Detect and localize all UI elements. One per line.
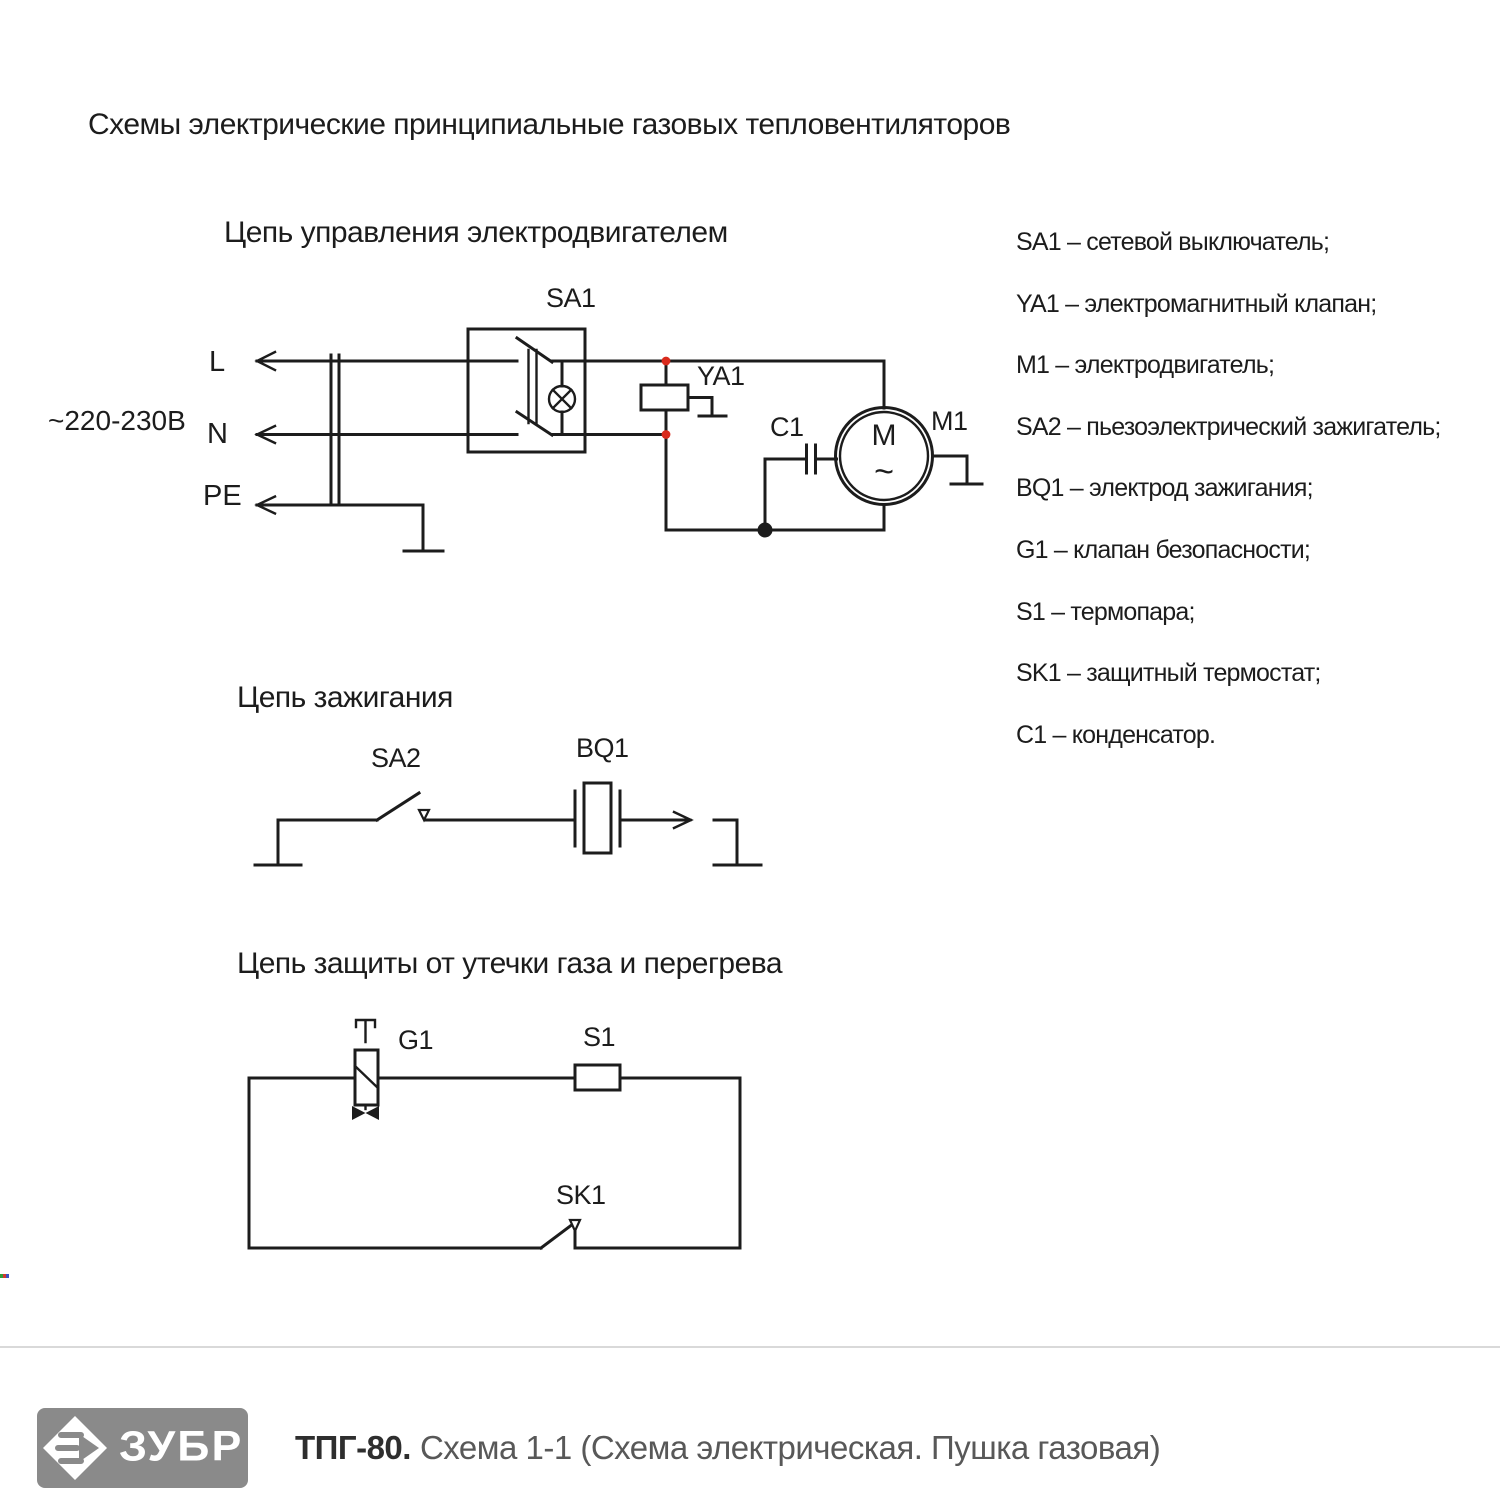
footer-caption [295, 1429, 1160, 1467]
motor-letter: M [871, 419, 897, 452]
motor-ground-icon [933, 456, 983, 484]
bq1-label: BQ1 [576, 733, 629, 763]
ya1-label: YA1 [697, 361, 745, 391]
legend-item: YA1 – электромагнитный клапан; [1016, 289, 1377, 318]
s1-label: S1 [583, 1022, 616, 1052]
zubr-logo-text: ЗУБР [119, 1422, 244, 1471]
motor-control-title: Цепь управления электродвигателем [224, 216, 728, 249]
legend-item: C1 – конденсатор. [1016, 720, 1216, 749]
sk1-thermostat-symbol [541, 1220, 580, 1248]
terminal-l-label: L [209, 346, 226, 378]
ignition-left-ground-icon [255, 820, 301, 865]
legend-item: BQ1 – электрод зажигания; [1016, 474, 1313, 503]
loop-side-wires [249, 1078, 740, 1248]
bq1-electrode-symbol [575, 783, 620, 853]
sa2-label: SA2 [371, 743, 421, 773]
junction-dot-red [662, 430, 671, 439]
c1-label: C1 [770, 412, 804, 442]
terminal-n-label: N [207, 418, 228, 450]
protection-title: Цепь защиты от утечки газа и перегрева [237, 947, 783, 980]
terminal-pe-label: PE [203, 480, 242, 512]
scheme-caption: Схема 1-1 (Схема электрическая. Пушка газовая) [419, 1429, 1161, 1466]
sk1-label: SK1 [556, 1180, 606, 1210]
g1-safety-valve-symbol [352, 1020, 379, 1120]
page-title: Схемы электрические принципиальные газовых тепловентиляторов [88, 108, 1011, 141]
spark-arrow-icon [620, 812, 691, 828]
zubr-logo [37, 1408, 248, 1488]
footer-divider [0, 1346, 1500, 1348]
legend-item: S1 – термопара; [1016, 597, 1195, 626]
legend-item: SA1 – сетевой выключатель; [1016, 228, 1330, 256]
motor-ac-symbol: ~ [874, 453, 894, 491]
ignition-right-ground-icon [714, 820, 761, 865]
ignition-circuit-drawing [255, 783, 761, 865]
c1-capacitor-symbol [765, 445, 837, 530]
pe-ground-icon [404, 505, 443, 551]
protection-circuit-drawing [249, 1020, 740, 1248]
component-legend [1016, 228, 1441, 782]
voltage-label: ~220-230В [48, 405, 186, 436]
supply-arrow-l-icon [257, 352, 517, 370]
scan-artifact-mark [0, 1274, 9, 1278]
legend-item: M1 – электродвигатель; [1016, 351, 1275, 380]
ignition-title: Цепь зажигания [237, 681, 453, 714]
cable-double-line [331, 355, 339, 505]
sa1-label: SA1 [546, 283, 596, 313]
g1-label: G1 [398, 1025, 434, 1055]
legend-item: SA2 – пьезоэлектрический зажигатель; [1016, 412, 1441, 441]
m1-label: M1 [931, 406, 968, 436]
legend-item: G1 – клапан безопасности; [1016, 535, 1311, 564]
sa2-switch-symbol [377, 793, 429, 820]
model-label: ТПГ-80. [295, 1429, 411, 1466]
s1-thermocouple-symbol [575, 1065, 620, 1090]
junction-dot-red [662, 357, 671, 366]
supply-arrow-n-icon [257, 426, 517, 443]
legend-item: SK1 – защитный термостат; [1016, 659, 1321, 688]
